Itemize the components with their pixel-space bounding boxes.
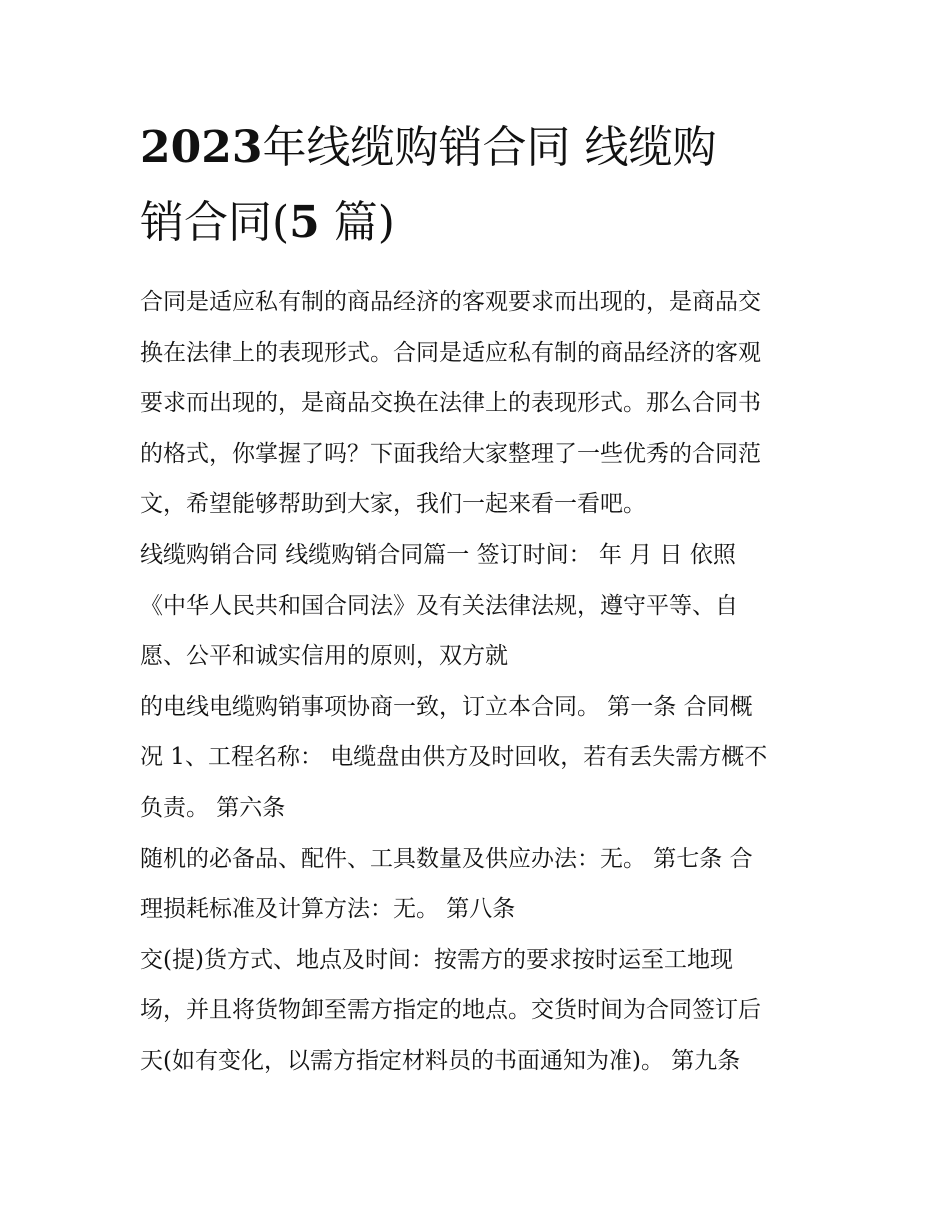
body-line: 换在法律上的表现形式。合同是适应私有制的商品经济的客观 <box>140 339 761 366</box>
body-line: 天(如有变化，以需方指定材料员的书面通知为准)。 第九条 <box>140 1047 741 1074</box>
body-line: 的格式，你掌握了吗？下面我给大家整理了一些优秀的合同范 <box>140 440 761 467</box>
title-text-1: 年线缆购销合同 线缆购 <box>262 122 717 173</box>
body-line: 交(提)货方式、地点及时间：按需方的要求按时运至工地现 <box>140 946 733 973</box>
body-line: 随机的必备品、配件、工具数量及供应办法：无。 第七条 合 <box>140 845 753 872</box>
body-line: 场，并且将货物卸至需方指定的地点。交货时间为合同签订后 <box>140 997 761 1024</box>
title-text-2: 销合同( <box>140 197 290 248</box>
title-year: 2023 <box>140 122 263 173</box>
body-line: 线缆购销合同 线缆购销合同篇一 签订时间： 年 月 日 依照 <box>140 541 736 568</box>
document-body <box>140 277 830 1087</box>
body-line: 况 1、工程名称： 电缆盘由供方及时回收，若有丢失需方概不 <box>140 744 768 771</box>
title-text-3: 篇) <box>319 197 395 248</box>
document-title <box>140 110 820 260</box>
body-line: 合同是适应私有制的商品经济的客观要求而出现的，是商品交 <box>140 289 761 315</box>
body-line: 《中华人民共和国合同法》及有关法律法规，遵守平等、自 <box>140 592 738 619</box>
title-line-1 <box>140 110 820 185</box>
body-line: 理损耗标准及计算方法：无。 第八条 <box>140 896 516 923</box>
body-line: 负责。 第六条 <box>140 794 286 821</box>
title-count: 5 <box>289 197 320 248</box>
body-line: 要求而出现的，是商品交换在法律上的表现形式。那么合同书 <box>140 390 761 417</box>
body-line: 的电线电缆购销事项协商一致，订立本合同。 第一条 合同概 <box>140 693 753 720</box>
body-line: 愿、公平和诚实信用的原则，双方就 <box>140 643 508 670</box>
body-line: 文，希望能够帮助到大家，我们一起来看一看吧。 <box>140 491 646 518</box>
title-line-2 <box>140 185 820 260</box>
